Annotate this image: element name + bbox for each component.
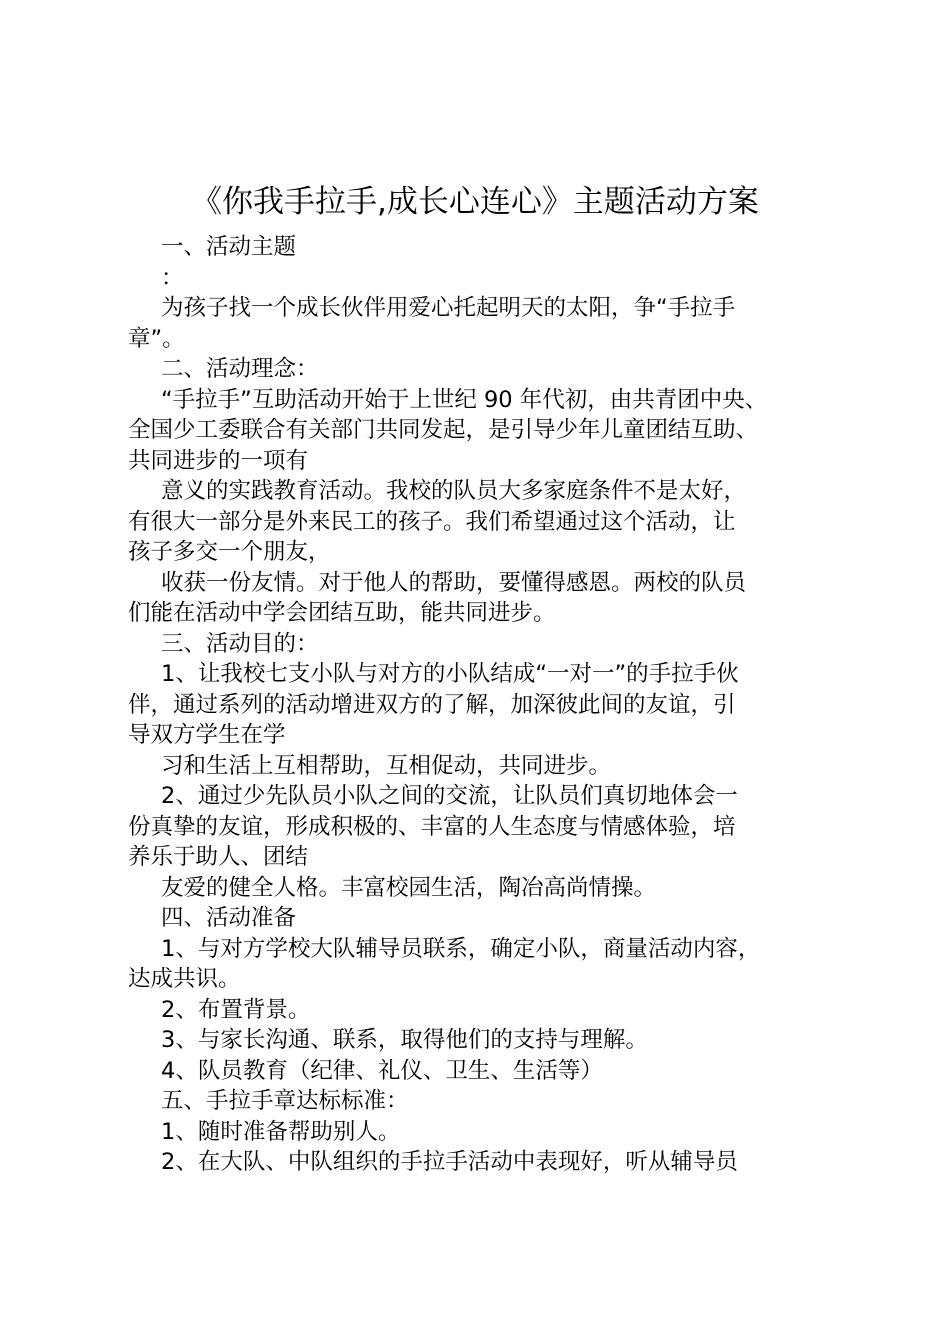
- text-line: 2、通过少先队员小队之间的交流，让队员们真切地体会一: [161, 783, 738, 809]
- text-line: 章”。: [128, 325, 185, 352]
- text-line: 为孩子找一个成长伙伴用爱心托起明天的太阳，争“手拉手: [161, 295, 736, 321]
- text-line: 伴，通过系列的活动增进双方的了解，加深彼此间的友谊，引: [128, 691, 736, 718]
- text-line: 四、活动准备: [161, 905, 297, 931]
- text-line: “手拉手”互助活动开始于上世纪 90 年代初，由共青团中央、: [161, 386, 768, 413]
- text-line: 们能在活动中学会团结互助，能共同进步。: [128, 600, 556, 626]
- text-line: 习和生活上互相帮助，互相促动，共同进步。: [161, 752, 612, 779]
- text-line: 份真挚的友谊，形成积极的、丰富的人生态度与情感体验，培: [128, 813, 736, 840]
- text-line: 三、活动目的：: [161, 630, 319, 657]
- text-line: 收获一份友情。对于他人的帮助，要懂得感恩。两校的队员: [161, 569, 747, 596]
- text-line: 孩子多交一个朋友，: [128, 539, 331, 565]
- text-line: 2、布置背景。: [161, 996, 311, 1023]
- text-line: 1、让我校七支小队与对方的小队结成“一对一”的手拉手伙: [161, 661, 739, 687]
- text-line: 2、在大队、中队组织的手拉手活动中表现好，听从辅导员: [161, 1149, 738, 1175]
- text-line: 全国少工委联合有关部门共同发起，是引导少年儿童团结互助、: [128, 417, 759, 443]
- text-line: 导双方学生在学: [128, 722, 286, 748]
- text-line: 有很大一部分是外来民工的孩子。我们希望通过这个活动，让: [128, 508, 736, 535]
- text-line: ：: [161, 264, 184, 291]
- document-title: 《你我手拉手,成长心连心》主题活动方案: [191, 184, 759, 220]
- text-line: 3、与家长沟通、联系，取得他们的支持与理解。: [161, 1027, 648, 1053]
- text-line: 友爱的健全人格。丰富校园生活，陶冶高尚情操。: [161, 874, 657, 901]
- text-line: 共同进步的一项有: [128, 447, 309, 474]
- document-body: [128, 232, 840, 1178]
- text-line: 意义的实践教育活动。我校的队员大多家庭条件不是太好，: [161, 478, 747, 504]
- text-line: 1、随时准备帮助别人。: [161, 1118, 401, 1145]
- text-line: 1、与对方学校大队辅导员联系，确定小队，商量活动内容，: [161, 935, 761, 962]
- text-line: 养乐于助人、团结: [128, 844, 309, 870]
- text-line: 达成共识。: [128, 966, 241, 992]
- text-line: 一、活动主题: [161, 234, 297, 260]
- text-line: 4、队员教育（纪律、礼仪、卫生、生活等）: [161, 1057, 603, 1084]
- text-line: 二、活动理念：: [161, 356, 319, 382]
- text-line: 五、手拉手章达标标准：: [161, 1088, 409, 1114]
